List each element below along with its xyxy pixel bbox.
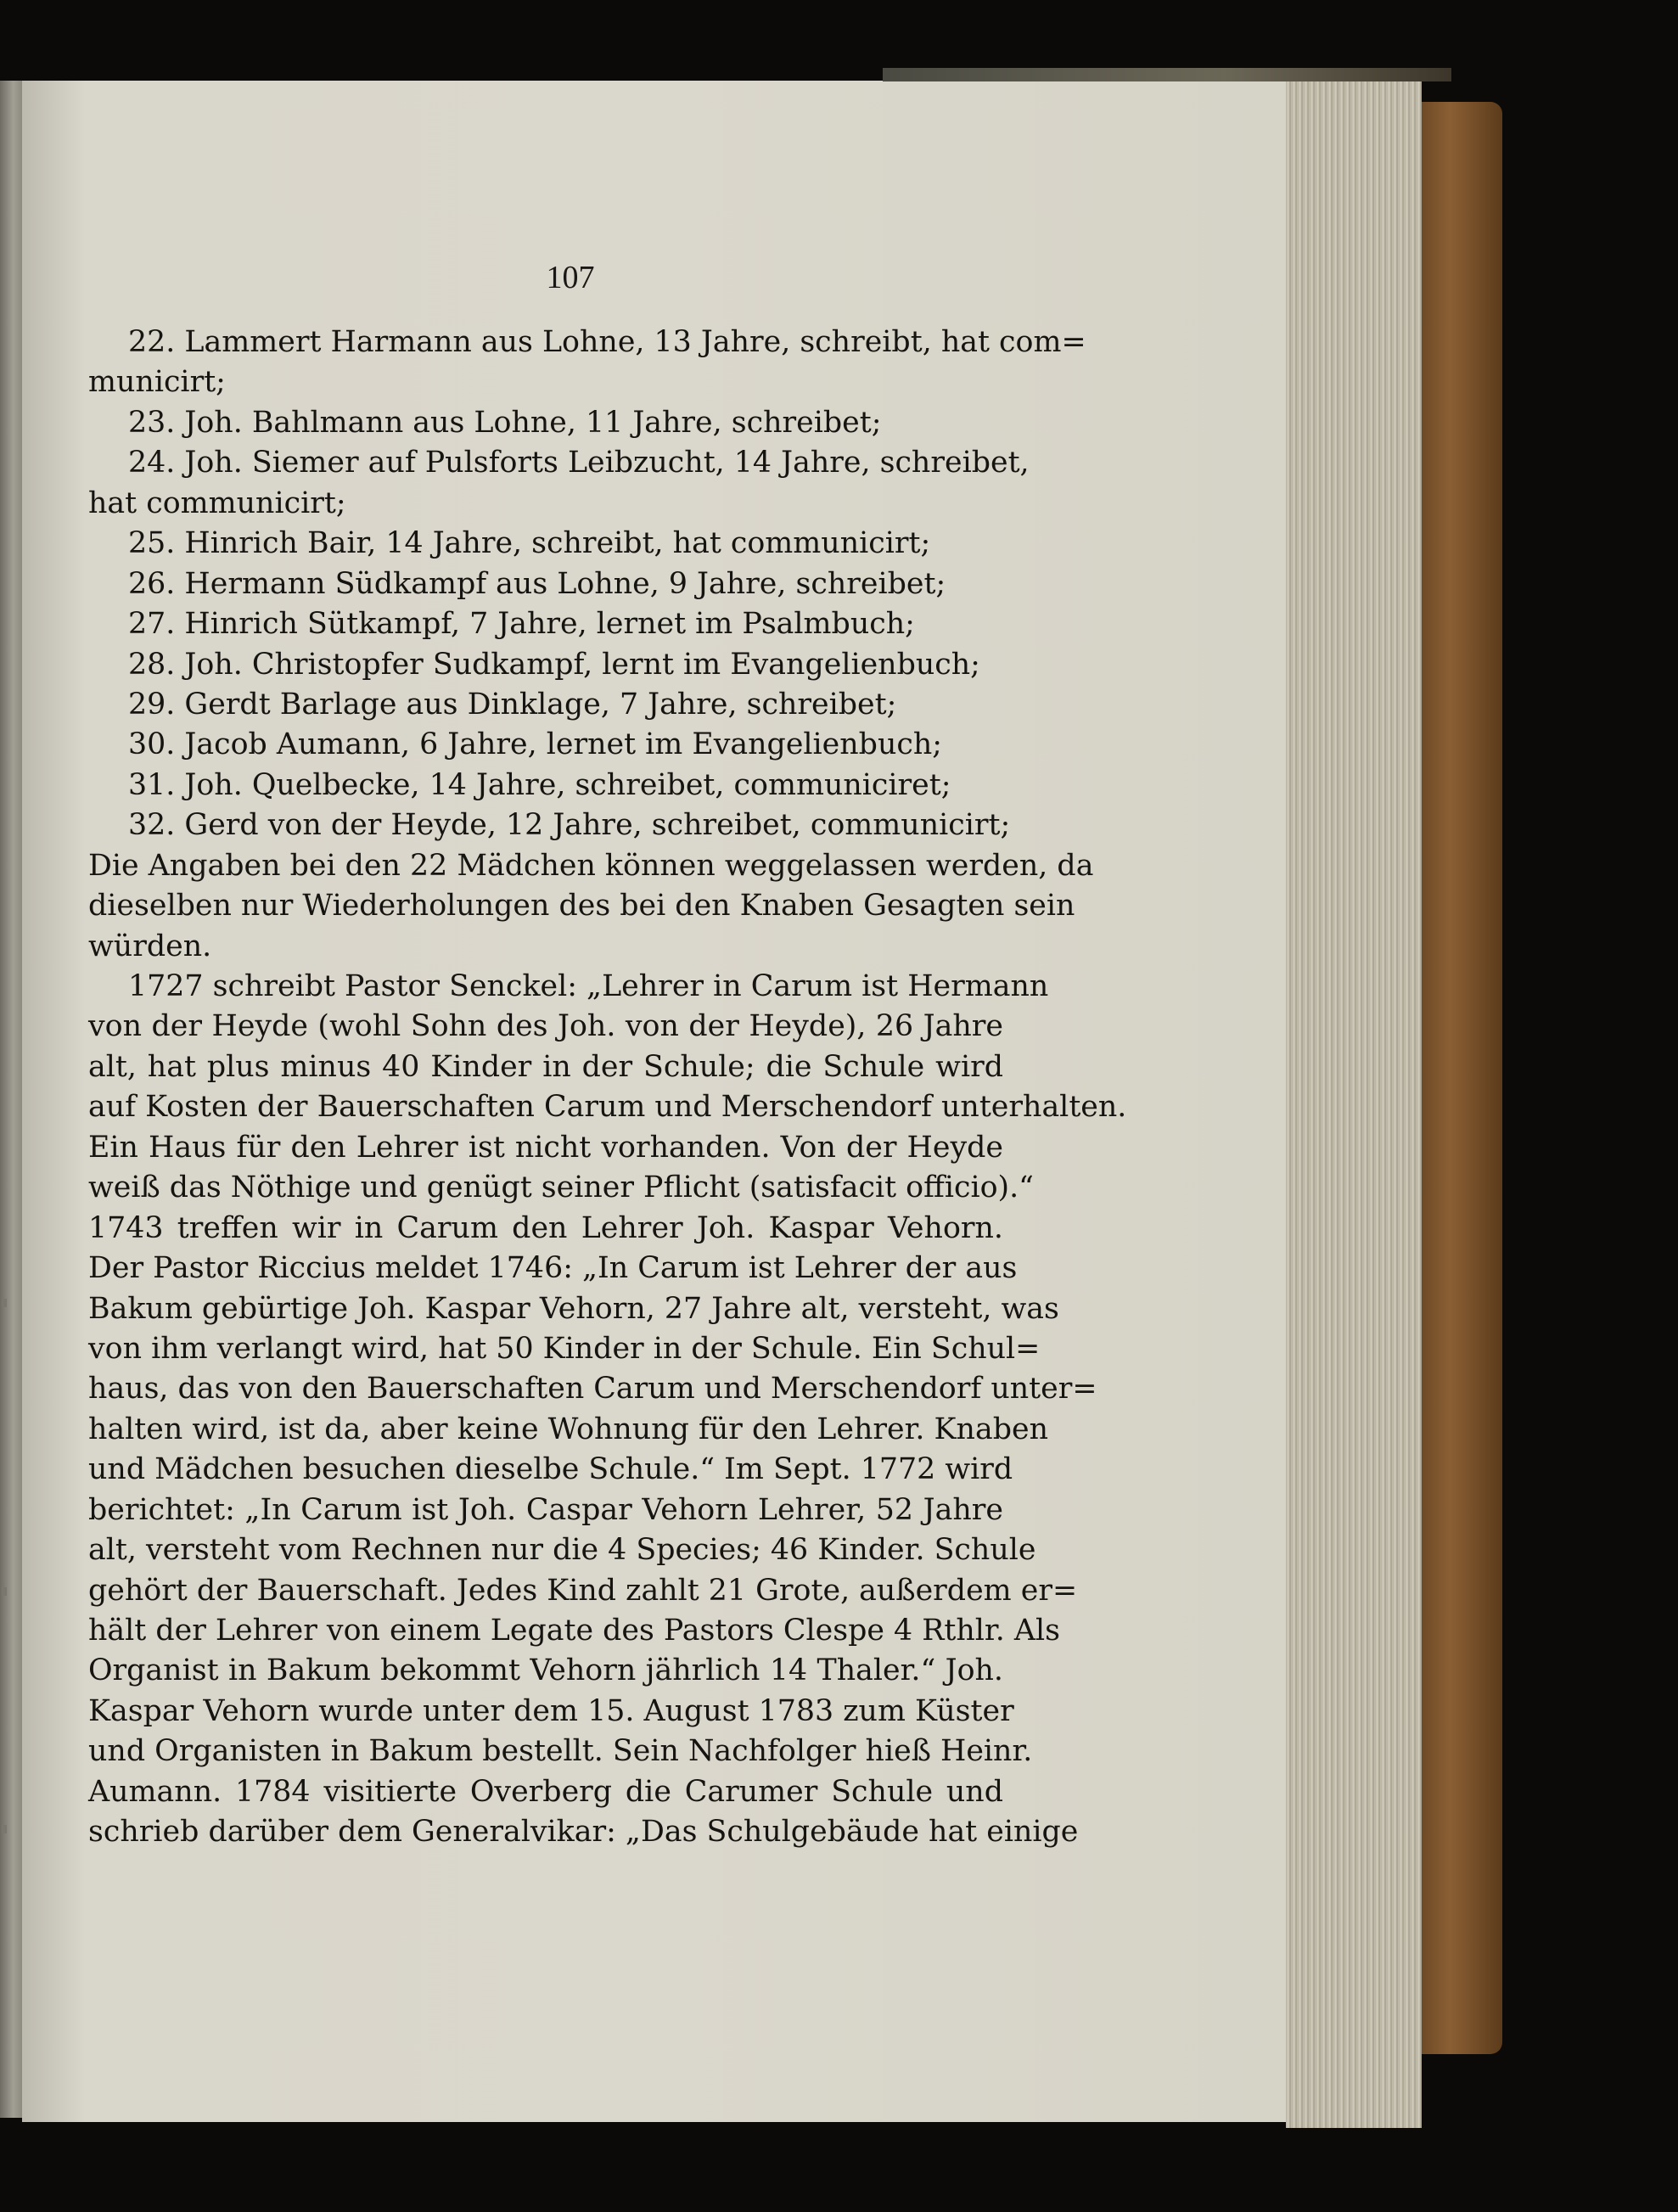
text-line: 32. Gerd von der Heyde, 12 Jahre, schreibet, communicirt;: [128, 808, 1011, 843]
text-line: würden.: [88, 929, 212, 963]
text-line: 30. Jacob Aumann, 6 Jahre, lernet im Evangelienbuch;: [128, 727, 942, 762]
text-line: 1743 treffen wir in Carum den Lehrer Joh. Kaspar Vehorn.: [88, 1210, 1003, 1245]
text-line: 28. Joh. Christopfer Sudkampf, lernt im Evangelienbuch;: [128, 647, 980, 682]
text-line: 26. Hermann Südkampf aus Lohne, 9 Jahre, schreibet;: [128, 566, 946, 601]
text-line: Ein Haus für den Lehrer ist nicht vorhanden. Von der Heyde: [88, 1130, 1003, 1165]
text-line: Bakum gebürtige Joh. Kaspar Vehorn, 27 Jahre alt, versteht, was: [88, 1291, 1059, 1326]
text-line: hat communicirt;: [88, 486, 346, 520]
text-line: municirt;: [88, 365, 226, 400]
book-cover: [1422, 102, 1502, 2054]
text-line: 29. Gerdt Barlage aus Dinklage, 7 Jahre, schreibet;: [128, 687, 897, 721]
text-line: alt, versteht vom Rechnen nur die 4 Species; 46 Kinder. Schule: [88, 1533, 1036, 1568]
margin-mark: [2, 1825, 7, 1833]
text-line: und Organisten in Bakum bestellt. Sein Nachfolger hieß Heinr.: [88, 1734, 1033, 1769]
text-line: 22. Lammert Harmann aus Lohne, 13 Jahre, schreibt, hat com=: [128, 325, 1086, 359]
text-line: 31. Joh. Quelbecke, 14 Jahre, schreibet, communiciret;: [128, 767, 951, 802]
text-line: Die Angaben bei den 22 Mädchen können weggelassen werden, da: [88, 848, 1094, 883]
text-line: Organist in Bakum bekommt Vehorn jährlich 14 Thaler.“ Joh.: [88, 1653, 1003, 1688]
text-line: berichtet: „In Carum ist Joh. Caspar Vehorn Lehrer, 52 Jahre: [88, 1492, 1003, 1527]
text-line: hält der Lehrer von einem Legate des Pastors Clespe 4 Rthlr. Als: [88, 1614, 1060, 1648]
text-line: alt, hat plus minus 40 Kinder in der Schule; die Schule wird: [88, 1049, 1003, 1084]
page-number: 107: [546, 260, 595, 295]
margin-mark: [2, 1299, 7, 1307]
facing-page-edge: [0, 81, 22, 2118]
text-line: schrieb darüber dem Generalvikar: „Das Schulgebäude hat einige: [88, 1815, 1079, 1850]
text-line: Kaspar Vehorn wurde unter dem 15. August 1783 zum Küster: [88, 1693, 1014, 1728]
text-line: 27. Hinrich Sütkampf, 7 Jahre, lernet im Psalmbuch;: [128, 607, 915, 642]
text-line: 23. Joh. Bahlmann aus Lohne, 11 Jahre, schreibet;: [128, 405, 882, 440]
text-line: 25. Hinrich Bair, 14 Jahre, schreibt, hat communicirt;: [128, 526, 931, 561]
text-line: und Mädchen besuchen dieselbe Schule.“ Im Sept. 1772 wird: [88, 1452, 1013, 1487]
body-text: [88, 323, 1127, 1853]
text-line: halten wird, ist da, aber keine Wohnung für den Lehrer. Knaben: [88, 1412, 1048, 1446]
page-top-shadow: [883, 68, 1451, 81]
text-line: auf Kosten der Bauerschaften Carum und Merschendorf unterhalten.: [88, 1090, 1127, 1125]
text-line: weiß das Nöthige und genügt seiner Pflicht (satisfacit officio).“: [88, 1171, 1034, 1205]
text-line: von ihm verlangt wird, hat 50 Kinder in der Schule. Ein Schul=: [88, 1331, 1041, 1366]
text-line: 1727 schreibt Pastor Senckel: „Lehrer in Carum ist Hermann: [128, 969, 1049, 1003]
text-line: von der Heyde (wohl Sohn des Joh. von der Heyde), 26 Jahre: [88, 1009, 1003, 1044]
text-line: dieselben nur Wiederholungen des bei den Knaben Gesagten sein: [88, 889, 1075, 924]
text-line: haus, das von den Bauerschaften Carum und Merschendorf unter=: [88, 1372, 1097, 1406]
text-line: gehört der Bauerschaft. Jedes Kind zahlt 21 Grote, außerdem er=: [88, 1573, 1078, 1608]
margin-mark: [2, 1587, 7, 1596]
text-line: Der Pastor Riccius meldet 1746: „In Carum ist Lehrer der aus: [88, 1251, 1018, 1286]
page-edges: [1286, 78, 1422, 2128]
text-line: Aumann. 1784 visitierte Overberg die Carumer Schule und: [88, 1774, 1003, 1809]
text-line: 24. Joh. Siemer auf Pulsforts Leibzucht, 14 Jahre, schreibet,: [128, 446, 1030, 480]
